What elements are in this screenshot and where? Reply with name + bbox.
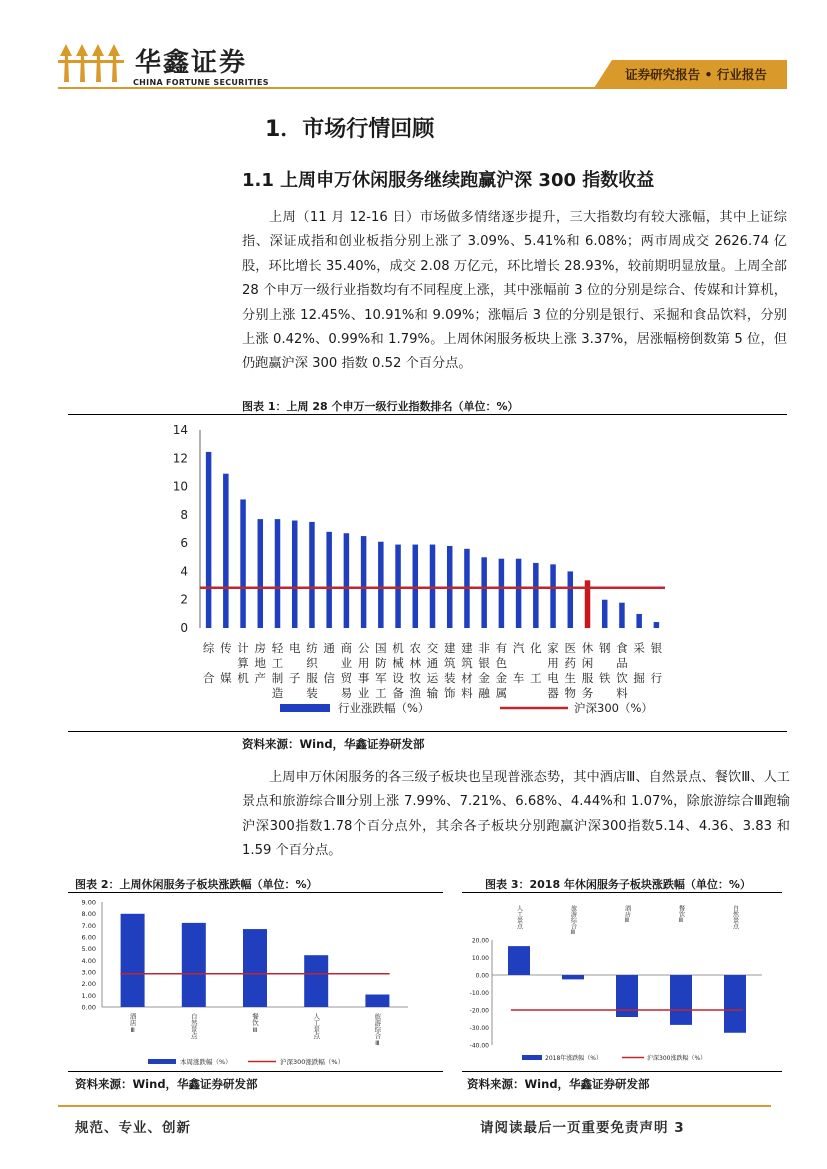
bar-5 — [292, 521, 298, 628]
subsection-heading: 1.1 上周申万休闲服务继续跑赢沪深 300 指数收益 — [242, 170, 655, 191]
bar-12 — [413, 545, 419, 628]
x-tick-label-7: 通信 — [323, 641, 335, 685]
y-tick-label: 8 — [180, 507, 188, 522]
y-tick-label: 0.00 — [81, 1003, 96, 1012]
header-divider — [58, 87, 787, 89]
x-tick-label-14: 建筑装饰 — [443, 641, 456, 700]
bar-1 — [223, 474, 229, 628]
annual-subsector-chart — [462, 895, 782, 1070]
x-tick-label-4: 轻工制造 — [271, 641, 284, 700]
figure-2-title: 图表 2：上周休闲服务子板块涨跌幅（单位：%） — [75, 878, 318, 891]
paragraph-market-review: 上周（11 月 12-16 日）市场做多情绪逐步提升，三大指数均有较大涨幅，其中上证综指、深证成指和创业板指分别上涨了 3.09%、5.41%和 6.08%；两市周成交 2626.74 亿股，环比增长 35.40%，成交 2.08 万亿元，环比增长 28.93%，较前期明显放量。上周全部 28 个申万一级行业指数均有不同程度上涨，其中涨幅前 3 位的分别是综合、传媒和计算机，分别上涨 12.45%、10.91%和 9.09%；涨幅后 3 位的分别是银行、采掘和食品饮料，分别上涨 0.42%、0.99%和 1.79%。上周休闲服务板块上涨 3.37%，居涨幅榜倒数第 5 位，但仍跑赢沪深 300 指数 0.52 个百分点。 — [242, 210, 787, 372]
logo-chinese-name: 华鑫证券 — [135, 48, 248, 78]
bar-10 — [378, 542, 384, 628]
legend-line-label: 沪深300（%） — [574, 701, 653, 715]
x-tick-label-12: 农林牧渔 — [409, 641, 422, 700]
legend-line-label: 沪深300涨跌幅（%） — [647, 1055, 707, 1062]
bar-24 — [619, 603, 625, 628]
y-tick-label: 12 — [172, 451, 188, 466]
x-tick-label-16: 非银金融 — [478, 641, 490, 700]
x-tick-label-15: 建筑材料 — [461, 641, 473, 700]
legend-line-label: 沪深300涨跌幅（%） — [280, 1058, 345, 1066]
figure-1-title: 图表 1：上周 28 个申万一级行业指数排名（单位：%） — [242, 400, 519, 413]
y-tick-label: 2 — [180, 592, 188, 607]
bar-2 — [243, 929, 267, 1007]
x-tick-label-3: 人工景点 — [312, 1013, 321, 1039]
x-tick-label-9: 公用事业 — [357, 641, 370, 700]
paragraph-sub-sector: 上周申万休闲服务的各三级子板块也呈现普涨态势，其中酒店Ⅲ、自然景点、餐饮Ⅲ、人工景点和旅游综合Ⅲ分别上涨 7.99%、7.21%、6.68%、4.44%和 1.07%，除旅游综合Ⅲ跑输沪深300指数1.78个百分点外，其余各子板块分别跑赢沪深300指数5.14、4.36、3.83 和 1.59 个百分点。 — [242, 770, 790, 859]
x-tick-label-21: 医药生物 — [564, 641, 577, 700]
section-heading: 1．市场行情回顾 — [265, 117, 435, 142]
footer-divider — [58, 1105, 771, 1107]
weekly-subsector-chart — [68, 895, 443, 1070]
bar-1 — [182, 923, 206, 1007]
x-tick-label-3: 房地产 — [254, 641, 267, 685]
y-tick-label: 8.00 — [81, 910, 96, 919]
y-tick-label: 0 — [180, 621, 188, 635]
bar-23 — [602, 600, 608, 628]
company-logo-icon — [58, 42, 128, 84]
logo-english-name: CHINA FORTUNE SECURITIES — [133, 78, 269, 87]
x-tick-label-24: 食品饮料 — [616, 641, 628, 700]
x-tick-label-8: 商业贸易 — [340, 641, 353, 700]
y-tick-label: 4 — [180, 564, 188, 579]
bar-6 — [309, 522, 315, 628]
bar-4 — [365, 995, 389, 1007]
y-tick-label: 6 — [180, 536, 188, 551]
x-tick-label-4: 旅游综合Ⅲ — [373, 1013, 382, 1047]
y-tick-label: 10 — [172, 479, 188, 494]
bar-26 — [654, 622, 660, 628]
figure-3-top-rule — [462, 892, 782, 893]
x-tick-label-22: 休闲服务 — [581, 641, 594, 700]
bar-3 — [670, 975, 692, 1025]
x-tick-label-17: 有色金属 — [495, 641, 508, 700]
y-tick-label: 1.00 — [81, 991, 96, 1000]
y-tick-label: -20.00 — [469, 1007, 489, 1015]
bar-1 — [562, 975, 584, 979]
figure-1-bottom-rule — [68, 731, 787, 732]
bar-3 — [258, 519, 264, 628]
x-tick-label-23: 钢铁 — [598, 641, 611, 685]
footer-disclaimer-note: 请阅读最后一页重要免责声明 3 — [480, 1120, 685, 1136]
bar-0 — [121, 914, 145, 1007]
legend-bar-label: 2018年涨跌幅（%） — [545, 1055, 602, 1062]
figure-3-title: 图表 3：2018 年休闲服务子板块涨跌幅（单位：%） — [485, 878, 751, 891]
y-tick-label: 4.00 — [81, 956, 96, 965]
x-tick-label-13: 交通运输 — [426, 641, 439, 700]
x-tick-label-5: 电子 — [288, 641, 301, 685]
y-tick-label: 6.00 — [81, 933, 96, 942]
y-tick-label: 9.00 — [81, 898, 96, 907]
x-tick-label-1: 旅游综合Ⅲ — [569, 905, 577, 936]
report-type-label: 证券研究报告 • 行业报告 — [625, 67, 767, 82]
bar-8 — [344, 533, 350, 628]
figure-2-top-rule — [68, 892, 443, 893]
y-tick-label: 0.00 — [475, 972, 489, 980]
bar-13 — [430, 545, 436, 628]
legend-bar-swatch — [522, 1055, 542, 1060]
y-tick-label: 10.00 — [471, 955, 489, 962]
x-tick-label-20: 家用电器 — [547, 641, 559, 700]
x-tick-label-10: 国防军工 — [375, 641, 387, 700]
legend-bar-label: 本周涨跌幅（%） — [180, 1058, 232, 1066]
y-tick-label: 7.00 — [81, 921, 96, 930]
x-tick-label-0: 酒店Ⅲ — [128, 1013, 137, 1034]
bar-16 — [481, 557, 487, 628]
bar-18 — [516, 559, 522, 628]
x-tick-label-0: 综合 — [202, 641, 215, 685]
footer-motto: 规范、专业、创新 — [75, 1120, 191, 1136]
x-tick-label-2: 餐饮Ⅲ — [251, 1013, 259, 1034]
y-tick-label: 5.00 — [81, 945, 96, 954]
x-tick-label-1: 自然景点 — [189, 1013, 198, 1039]
bar-25 — [636, 614, 642, 628]
y-tick-label: -40.00 — [469, 1042, 489, 1050]
x-tick-label-0: 人工景点 — [515, 905, 523, 929]
x-tick-label-26: 银行 — [650, 641, 663, 685]
industry-ranking-chart — [160, 418, 680, 728]
x-tick-label-3: 餐饮Ⅲ — [677, 905, 685, 924]
bar-3 — [304, 955, 328, 1007]
figure-2-source: 资料来源：Wind，华鑫证券研发部 — [75, 1077, 258, 1091]
y-tick-label: -30.00 — [469, 1025, 489, 1032]
x-tick-label-11: 机械设备 — [392, 641, 404, 700]
x-tick-label-25: 采掘 — [633, 641, 645, 685]
figure-3-source: 资料来源：Wind，华鑫证券研发部 — [467, 1077, 650, 1091]
x-tick-label-18: 汽车 — [512, 641, 525, 685]
x-tick-label-2: 酒店Ⅲ — [623, 905, 631, 924]
figure-1-top-rule — [68, 414, 787, 415]
x-tick-label-2: 计算机 — [237, 641, 249, 685]
bar-19 — [533, 563, 539, 628]
y-tick-label: 14 — [172, 423, 188, 437]
figure-2-bottom-rule — [68, 1071, 443, 1072]
y-tick-label: 20.00 — [471, 937, 489, 945]
y-tick-label: 3.00 — [81, 968, 96, 977]
y-tick-label: 2.00 — [81, 980, 96, 989]
legend-bar-swatch — [148, 1059, 176, 1064]
bar-9 — [361, 536, 367, 628]
legend-bar-label: 行业涨跌幅（%） — [338, 701, 430, 715]
x-tick-label-4: 自然景点 — [731, 905, 739, 929]
bar-11 — [395, 545, 401, 628]
bar-4 — [724, 975, 746, 1033]
bar-17 — [499, 559, 505, 628]
bar-20 — [550, 564, 556, 628]
bar-4 — [275, 519, 281, 628]
bar-21 — [568, 571, 574, 628]
figure-3-bottom-rule — [462, 1071, 782, 1072]
y-tick-label: -10.00 — [469, 990, 489, 997]
figure-1-source: 资料来源：Wind，华鑫证券研发部 — [242, 737, 425, 751]
bar-0 — [508, 946, 530, 975]
x-tick-label-19: 化工 — [530, 641, 542, 685]
x-tick-label-1: 传媒 — [220, 641, 232, 685]
legend-bar-swatch — [280, 704, 330, 712]
bar-7 — [326, 532, 332, 628]
bar-0 — [206, 452, 212, 628]
x-tick-label-6: 纺织服装 — [306, 641, 318, 700]
bar-2 — [240, 499, 246, 628]
